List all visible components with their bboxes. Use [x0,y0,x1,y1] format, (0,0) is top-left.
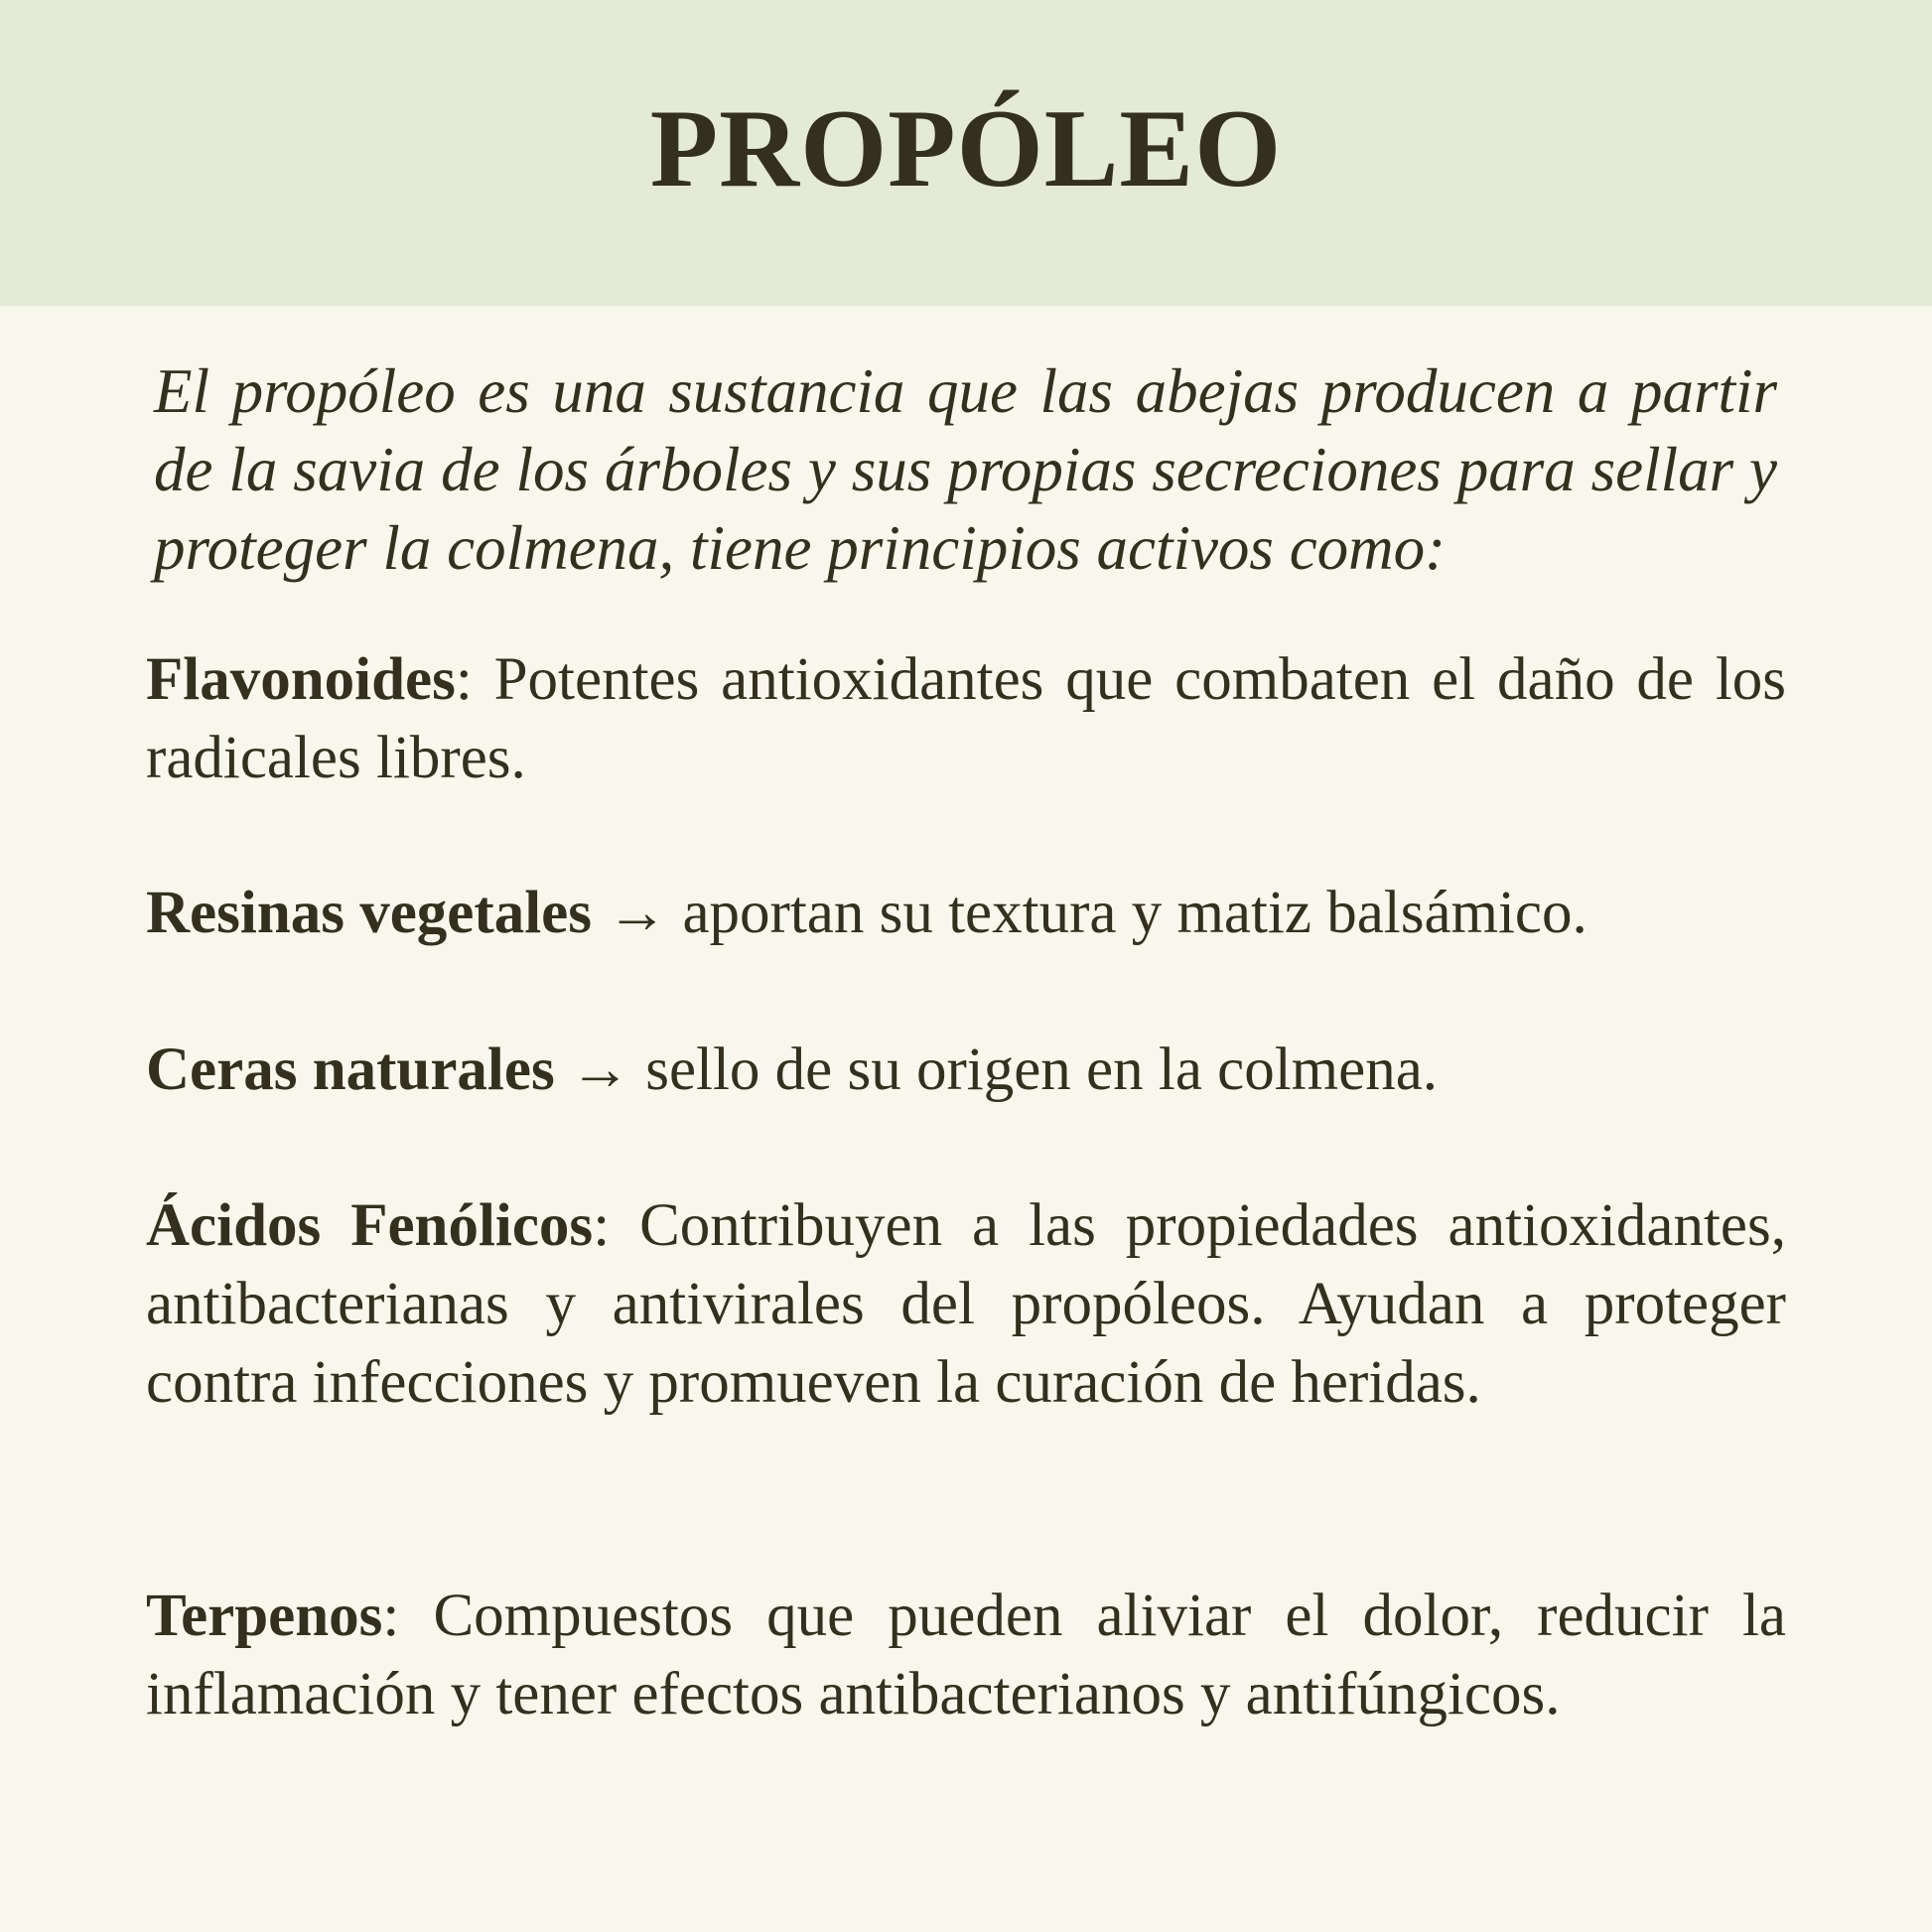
item-flavonoides [146,640,1786,797]
item-description: Potentes antioxidantes que combaten el daño de los radicales libres. [146,646,1786,791]
item-acidos-fenolicos [146,1186,1786,1422]
intro-paragraph: El propóleo es una sustancia que las abejas producen a partir de la savia de los árboles y sus propias secreciones para sellar y proteger la colmena, tiene principios activos como: [154,356,1777,583]
item-separator: → [554,1036,630,1103]
item-separator: : [382,1583,400,1649]
item-description: Compuestos que pueden aliviar el dolor, reducir la inflamación y tener efectos antibacterianos y antifúngicos. [146,1583,1786,1727]
item-term: Ácidos Fenólicos [146,1192,594,1259]
page-title: PROPÓLEO [649,87,1283,210]
item-term: Resinas vegetales [146,880,592,946]
item-term: Flavonoides [146,646,456,713]
item-description: Contribuyen a las propiedades antioxidantes, antibacterianas y antivirales del propóleos. Ayudan a proteger contra infecciones y promueven la curación de heridas. [146,1192,1786,1416]
item-terpenos [146,1577,1786,1733]
item-ceras-naturales [146,1031,1786,1109]
header-banner [0,0,1932,306]
item-resinas-vegetales [146,874,1786,952]
item-separator: : [593,1192,611,1259]
item-separator: → [591,880,668,946]
item-description: sello de su origen en la colmena. [629,1036,1439,1103]
item-separator: : [455,646,473,713]
item-term: Terpenos [146,1583,383,1649]
item-term: Ceras naturales [146,1036,555,1103]
item-description: aportan su textura y matiz balsámico. [667,880,1587,946]
